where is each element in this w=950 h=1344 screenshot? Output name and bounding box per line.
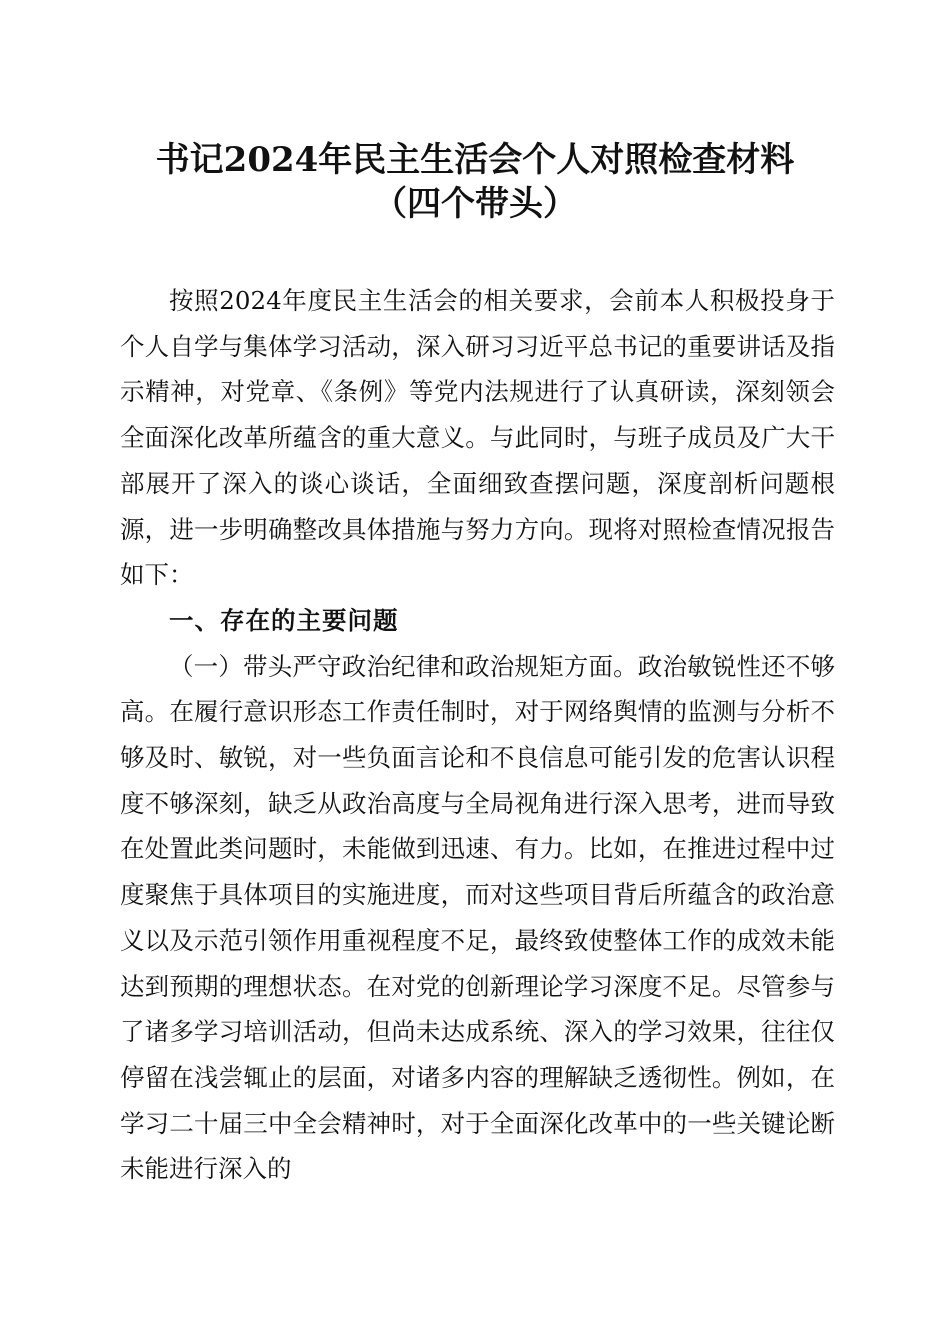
document-body [120, 278, 835, 1192]
subsection-1-paragraph [120, 644, 835, 1192]
subsection-1-label: （一）带头严守政治纪律和政治规矩方面。 [169, 651, 638, 681]
intro-paragraph: 按照2024年度民主生活会的相关要求，会前本人积极投身于个人自学与集体学习活动，深入研习习近平总书记的重要讲话及指示精神，对党章、《条例》等党内法规进行了认真研读，深刻领会全面深化改革所蕴含的重大意义。与此同时，与班子成员及广大干部展开了深入的谈心谈话，全面细致查摆问题，深度剖析问题根源，进一步明确整改具体措施与努力方向。现将对照检查情况报告如下： [120, 286, 835, 590]
section-heading-problems: 一、存在的主要问题 [169, 605, 399, 635]
subsection-1-text: 政治敏锐性还不够高。在履行意识形态工作责任制时，对于网络舆情的监测与分析不够及时、敏锐，对一些负面言论和不良信息可能引发的危害认识程度不够深刻，缺乏从政治高度与全局视角进行深入思考，进而导致在处置此类问题时，未能做到迅速、有力。比如，在推进过程中过度聚焦于具体项目的实施进度，而对这些项目背后所蕴含的政治意义以及示范引领作用重视程度不足，最终致使整体工作的成效未能达到预期的理想状态。在对党的创新理论学习深度不足。尽管参与了诸多学习培训活动，但尚未达成系统、深入的学习效果，往往仅停留在浅尝辄止的层面，对诸多内容的理解缺乏透彻性。例如，在学习二十届三中全会精神时，对于全面深化改革中的一些关键论断未能进行深入的 [120, 651, 836, 1184]
document-title [0, 138, 950, 226]
title-line-2: （四个带头） [373, 184, 577, 224]
title-line-1: 书记2024年民主生活会个人对照检查材料 [155, 140, 795, 180]
